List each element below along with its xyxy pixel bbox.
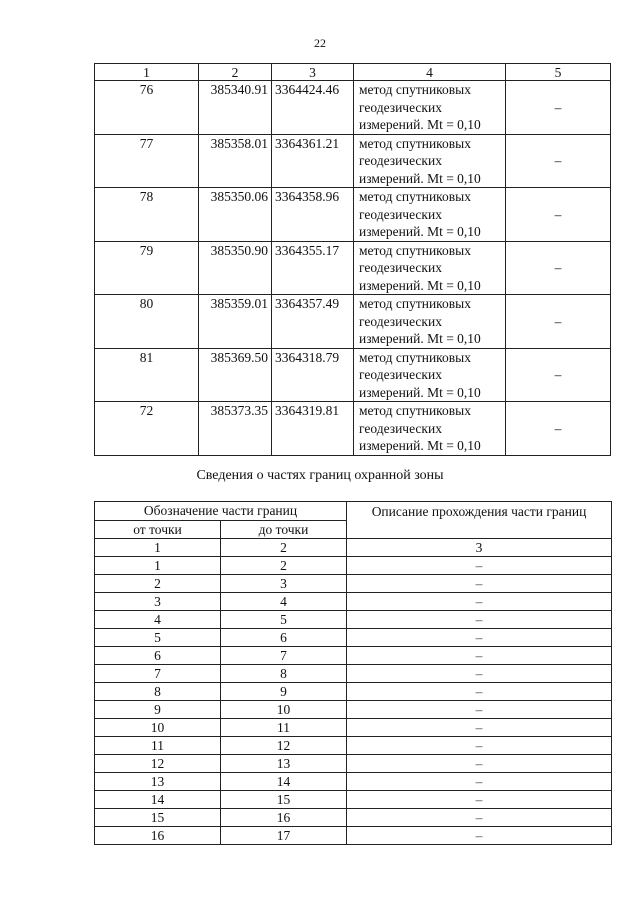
table-row xyxy=(95,629,612,647)
x-coordinate: 385369.50 xyxy=(199,348,272,402)
description: – xyxy=(347,719,612,737)
method-description xyxy=(354,402,506,456)
from-point: 1 xyxy=(95,557,221,575)
table-row xyxy=(95,719,612,737)
from-point: 6 xyxy=(95,647,221,665)
column-number: 1 xyxy=(95,539,221,557)
description: – xyxy=(347,557,612,575)
parts-column-number-row xyxy=(95,539,612,557)
column-header: 1 xyxy=(95,64,199,81)
column-number: 3 xyxy=(347,539,612,557)
description: – xyxy=(347,755,612,773)
description: – xyxy=(347,647,612,665)
point-number: 77 xyxy=(95,134,199,188)
column-header: 4 xyxy=(354,64,506,81)
from-point: 11 xyxy=(95,737,221,755)
from-point: 9 xyxy=(95,701,221,719)
method-line: измерений. Mt = 0,10 xyxy=(359,117,481,132)
point-number: 76 xyxy=(95,81,199,135)
column-number: 2 xyxy=(221,539,347,557)
to-point: 12 xyxy=(221,737,347,755)
from-point: 3 xyxy=(95,593,221,611)
description: – xyxy=(347,809,612,827)
to-point-header: до точки xyxy=(221,521,347,539)
to-point: 17 xyxy=(221,827,347,845)
coordinates-header-row xyxy=(95,64,611,81)
from-point: 8 xyxy=(95,683,221,701)
x-coordinate: 385340.91 xyxy=(199,81,272,135)
description: – xyxy=(347,683,612,701)
note-cell: – xyxy=(506,81,611,135)
from-point: 10 xyxy=(95,719,221,737)
parts-header-row xyxy=(95,502,612,521)
from-point: 16 xyxy=(95,827,221,845)
method-description xyxy=(354,295,506,349)
description: – xyxy=(347,737,612,755)
method-description xyxy=(354,81,506,135)
from-point: 13 xyxy=(95,773,221,791)
point-number: 81 xyxy=(95,348,199,402)
y-coordinate: 3364355.17 xyxy=(272,241,354,295)
to-point: 6 xyxy=(221,629,347,647)
method-line: измерений. Mt = 0,10 xyxy=(359,331,481,346)
note-cell: – xyxy=(506,188,611,242)
from-point: 4 xyxy=(95,611,221,629)
from-point: 12 xyxy=(95,755,221,773)
method-description xyxy=(354,134,506,188)
table-row xyxy=(95,557,612,575)
table-row xyxy=(95,665,612,683)
from-point: 2 xyxy=(95,575,221,593)
table-row xyxy=(95,791,612,809)
x-coordinate: 385358.01 xyxy=(199,134,272,188)
note-cell: – xyxy=(506,134,611,188)
method-description xyxy=(354,241,506,295)
from-point-header: от точки xyxy=(95,521,221,539)
to-point: 16 xyxy=(221,809,347,827)
description: – xyxy=(347,791,612,809)
y-coordinate: 3364357.49 xyxy=(272,295,354,349)
to-point: 10 xyxy=(221,701,347,719)
point-number: 72 xyxy=(95,402,199,456)
description: – xyxy=(347,575,612,593)
to-point: 9 xyxy=(221,683,347,701)
from-point: 5 xyxy=(95,629,221,647)
note-cell: – xyxy=(506,241,611,295)
to-point: 4 xyxy=(221,593,347,611)
to-point: 7 xyxy=(221,647,347,665)
method-line: геодезических xyxy=(359,313,442,329)
boundary-designation-header: Обозначение части границ xyxy=(95,502,347,521)
column-header: 5 xyxy=(506,64,611,81)
method-line: измерений. Mt = 0,10 xyxy=(359,170,481,186)
method-line: метод спутниковых xyxy=(359,296,471,311)
method-line: измерений. Mt = 0,10 xyxy=(359,224,481,239)
table-row xyxy=(95,611,612,629)
table-row xyxy=(95,701,612,719)
method-line: геодезических xyxy=(359,206,442,222)
to-point: 11 xyxy=(221,719,347,737)
table-row xyxy=(95,241,611,295)
table-row xyxy=(95,755,612,773)
point-number: 80 xyxy=(95,295,199,349)
to-point: 8 xyxy=(221,665,347,683)
method-description xyxy=(354,188,506,242)
method-line: метод спутниковых xyxy=(359,349,471,365)
page-number: 22 xyxy=(314,36,326,50)
y-coordinate: 3364358.96 xyxy=(272,188,354,242)
x-coordinate: 385350.06 xyxy=(199,188,272,242)
method-line: метод спутниковых xyxy=(359,135,471,151)
description: – xyxy=(347,665,612,683)
method-line: метод спутниковых xyxy=(359,82,471,97)
x-coordinate: 385373.35 xyxy=(199,402,272,456)
table-row xyxy=(95,81,611,135)
column-header: 2 xyxy=(199,64,272,81)
to-point: 5 xyxy=(221,611,347,629)
description: – xyxy=(347,593,612,611)
table-row xyxy=(95,134,611,188)
note-cell: – xyxy=(506,402,611,456)
description: – xyxy=(347,611,612,629)
section-title: Сведения о частях границ охранной зоны xyxy=(196,468,444,483)
y-coordinate: 3364424.46 xyxy=(272,81,354,135)
y-coordinate: 3364361.21 xyxy=(272,134,354,188)
table-row xyxy=(95,827,612,845)
method-line: метод спутниковых xyxy=(359,403,471,418)
boundary-parts-table xyxy=(94,501,612,845)
to-point: 3 xyxy=(221,575,347,593)
y-coordinate: 3364318.79 xyxy=(272,348,354,402)
from-point: 7 xyxy=(95,665,221,683)
method-line: измерений. Mt = 0,10 xyxy=(359,438,481,453)
point-number: 78 xyxy=(95,188,199,242)
method-line: геодезических xyxy=(359,99,442,115)
point-number: 79 xyxy=(95,241,199,295)
y-coordinate: 3364319.81 xyxy=(272,402,354,456)
from-point: 14 xyxy=(95,791,221,809)
method-line: геодезических xyxy=(359,367,442,382)
boundary-description-header: Описание прохождения части границ xyxy=(347,502,612,539)
table-row xyxy=(95,348,611,402)
method-line: геодезических xyxy=(359,260,442,275)
table-row xyxy=(95,575,612,593)
table-row xyxy=(95,402,611,456)
coordinates-table xyxy=(94,63,611,456)
note-cell: – xyxy=(506,348,611,402)
from-point: 15 xyxy=(95,809,221,827)
method-line: геодезических xyxy=(359,153,442,168)
to-point: 13 xyxy=(221,755,347,773)
to-point: 14 xyxy=(221,773,347,791)
x-coordinate: 385350.90 xyxy=(199,241,272,295)
description: – xyxy=(347,701,612,719)
description: – xyxy=(347,827,612,845)
to-point: 2 xyxy=(221,557,347,575)
table-row xyxy=(95,647,612,665)
method-line: измерений. Mt = 0,10 xyxy=(359,384,481,400)
table-row xyxy=(95,683,612,701)
x-coordinate: 385359.01 xyxy=(199,295,272,349)
method-line: метод спутниковых xyxy=(359,242,471,258)
description: – xyxy=(347,773,612,791)
method-line: геодезических xyxy=(359,420,442,436)
column-header: 3 xyxy=(272,64,354,81)
table-row xyxy=(95,773,612,791)
table-row xyxy=(95,593,612,611)
table-row xyxy=(95,295,611,349)
description: – xyxy=(347,629,612,647)
to-point: 15 xyxy=(221,791,347,809)
table-row xyxy=(95,737,612,755)
method-description xyxy=(354,348,506,402)
method-line: метод спутниковых xyxy=(359,189,471,204)
table-row xyxy=(95,809,612,827)
table-row xyxy=(95,188,611,242)
note-cell: – xyxy=(506,295,611,349)
method-line: измерений. Mt = 0,10 xyxy=(359,277,481,293)
